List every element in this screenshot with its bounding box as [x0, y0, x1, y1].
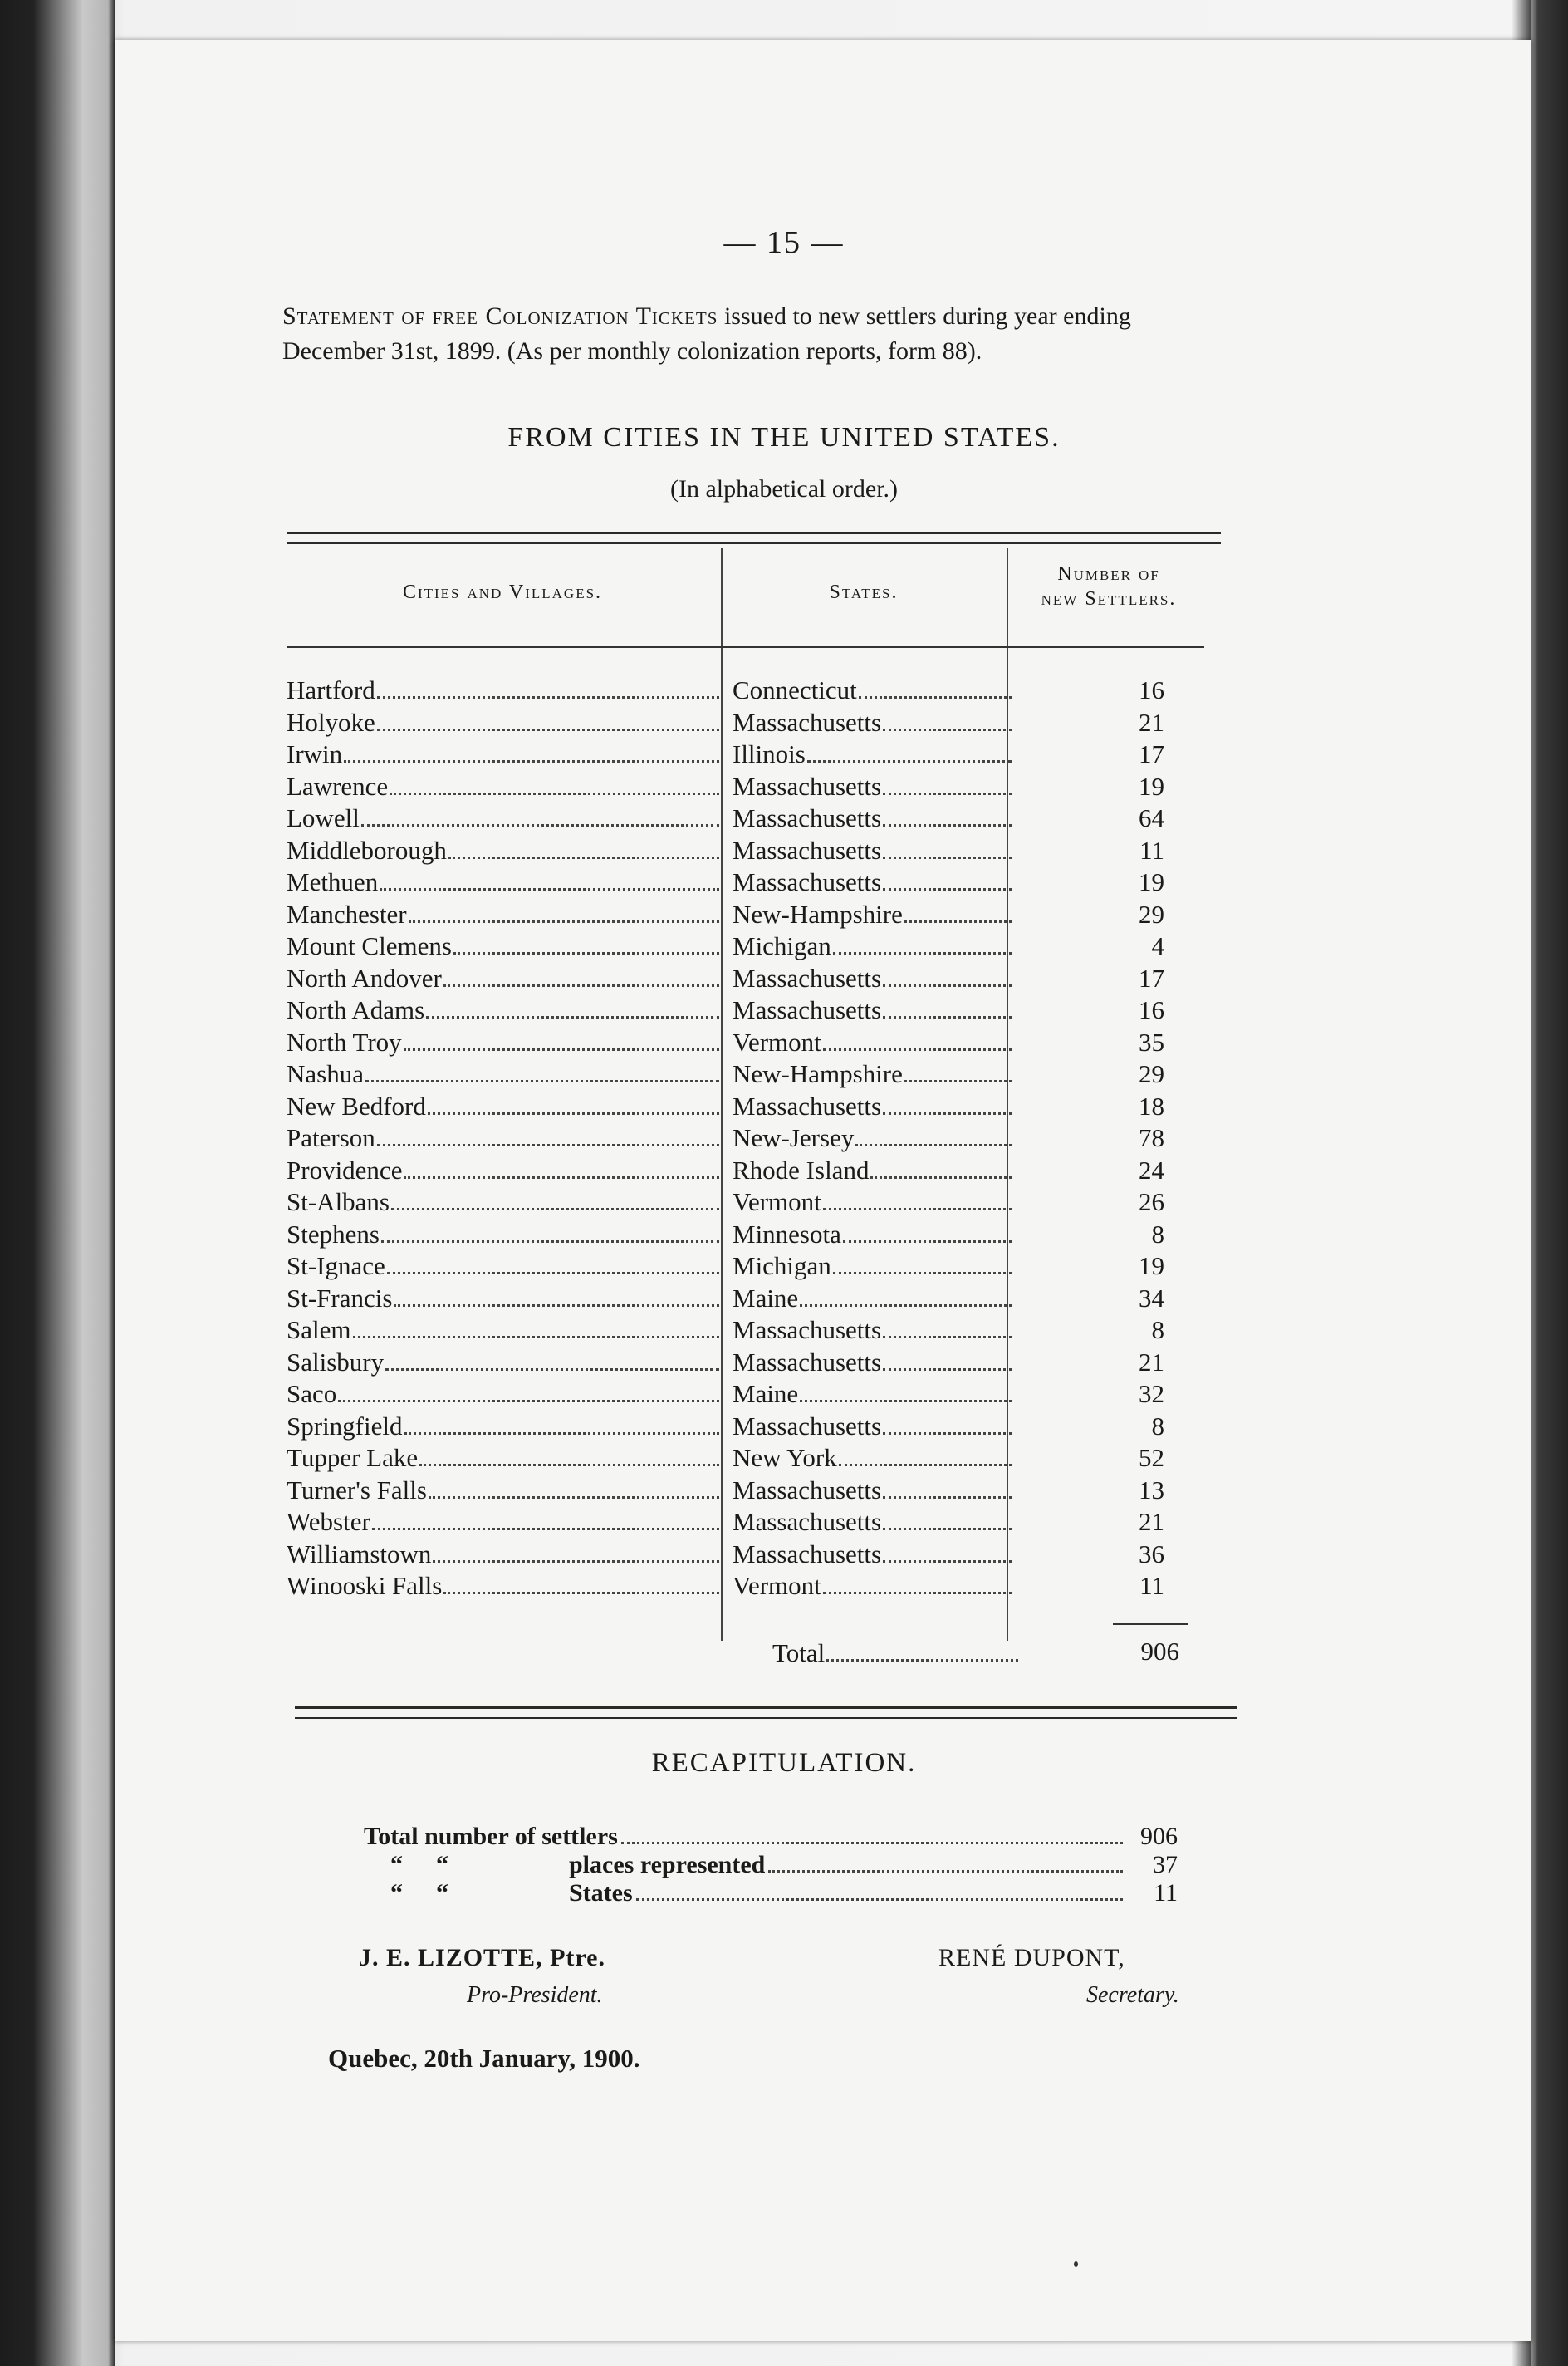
city-cell: [287, 707, 723, 739]
city-cell: [287, 1475, 723, 1507]
total-row-label: [772, 1638, 1022, 1668]
settler-count: 36: [1139, 1539, 1164, 1568]
state-cell: [723, 1091, 1015, 1123]
header-cities: Cities and Villages.: [402, 582, 603, 603]
city-cell: [287, 1539, 723, 1571]
state-name: Massachusetts: [733, 1411, 882, 1441]
state-cell: [723, 930, 1015, 963]
state-name: Massachusetts: [733, 963, 882, 993]
city-name: Stephens: [287, 1219, 380, 1249]
state-name: Massachusetts: [733, 1091, 882, 1121]
city-name: Salem: [287, 1315, 351, 1344]
state-cell: [723, 1570, 1015, 1603]
state-name: Vermont: [733, 1187, 821, 1216]
state-cell: [723, 1027, 1015, 1059]
settler-count: 16: [1139, 995, 1164, 1024]
city-cell: [287, 1155, 723, 1187]
table-row: [287, 1027, 1173, 1059]
city-cell: [287, 1570, 723, 1603]
city-name: Holyoke: [287, 707, 375, 737]
recap-label-places: places represented: [569, 1851, 766, 1878]
city-cell: [287, 1186, 723, 1219]
settler-count: 78: [1139, 1123, 1164, 1152]
state-name: Massachusetts: [733, 1315, 882, 1344]
table-row: [287, 1122, 1173, 1155]
header-bottom-rule: [287, 646, 1204, 648]
settler-count: 17: [1139, 739, 1164, 768]
signature-left-title: Pro-President.: [467, 1982, 603, 2008]
city-name: Hartford: [287, 675, 375, 704]
city-name: Paterson: [287, 1123, 375, 1152]
state-cell: [723, 1186, 1015, 1219]
state-name: Massachusetts: [733, 803, 882, 832]
settler-count: 19: [1139, 771, 1164, 801]
city-cell: [287, 771, 723, 803]
print-speck: [1074, 2261, 1078, 2267]
settler-count: 64: [1139, 803, 1164, 832]
city-name: Winooski Falls: [287, 1571, 443, 1600]
section-heading: FROM CITIES IN THE UNITED STATES.: [507, 422, 1061, 453]
city-cell: [287, 1091, 723, 1123]
city-cell: [287, 1027, 723, 1059]
settler-count: 26: [1139, 1187, 1164, 1216]
state-cell: [723, 835, 1015, 867]
state-cell: [723, 963, 1015, 995]
state-cell: [723, 866, 1015, 899]
table-row: [287, 1250, 1173, 1283]
city-cell: [287, 963, 723, 995]
total-value: 906: [1140, 1637, 1179, 1666]
state-name: Michigan: [733, 1251, 831, 1280]
table-row: [287, 1283, 1173, 1315]
table-row: [287, 1539, 1173, 1571]
city-cell: [287, 803, 723, 835]
city-cell: [287, 1250, 723, 1283]
settler-count: 18: [1139, 1091, 1164, 1121]
city-cell: [287, 994, 723, 1027]
settler-count: 35: [1139, 1027, 1164, 1057]
settler-count: 21: [1139, 707, 1164, 737]
table-row: [287, 1347, 1173, 1379]
state-cell: [723, 1122, 1015, 1155]
state-name: Maine: [733, 1283, 799, 1313]
city-cell: [287, 835, 723, 867]
section-subheading: (In alphabetical order.): [669, 475, 899, 503]
city-cell: [287, 866, 723, 899]
settler-count: 16: [1139, 675, 1164, 704]
table-row: [287, 771, 1173, 803]
table-row: [287, 1475, 1173, 1507]
signature-right-name: RENÉ DUPONT,: [938, 1944, 1125, 1971]
state-name: Massachusetts: [733, 1475, 882, 1505]
city-cell: [287, 1442, 723, 1475]
ditto-mark: “: [390, 1851, 403, 1878]
settler-count: 4: [1151, 931, 1164, 960]
table-row: [287, 866, 1173, 899]
table-row: [287, 1411, 1173, 1443]
table-row: [287, 1186, 1173, 1219]
state-cell: [723, 675, 1015, 707]
state-name: Massachusetts: [733, 995, 882, 1024]
city-name: Manchester: [287, 899, 407, 929]
city-name: Springfield: [287, 1411, 403, 1441]
book-spine-edge: [0, 0, 115, 2366]
settlers-table-body: [287, 675, 1173, 1603]
recap-value-settlers: 906: [1140, 1823, 1178, 1850]
state-name: Massachusetts: [733, 1347, 882, 1377]
city-cell: [287, 1378, 723, 1411]
state-name: New-Hampshire: [733, 899, 903, 929]
state-name: Massachusetts: [733, 1507, 882, 1536]
state-cell: [723, 1539, 1015, 1571]
city-cell: [287, 899, 723, 931]
header-states: States.: [829, 582, 899, 603]
settler-count: 13: [1139, 1475, 1164, 1505]
city-name: New Bedford: [287, 1091, 426, 1121]
settler-count: 34: [1139, 1283, 1164, 1313]
city-name: Turner's Falls: [287, 1475, 427, 1505]
recap-label-states: States: [569, 1879, 633, 1907]
city-name: Mount Clemens: [287, 931, 452, 960]
table-row: [287, 803, 1173, 835]
table-row: [287, 1219, 1173, 1251]
table-row: [287, 1058, 1173, 1091]
city-name: Saco: [287, 1379, 337, 1408]
settler-count: 8: [1151, 1219, 1164, 1249]
total-label: Total: [772, 1638, 826, 1667]
settler-count: 19: [1139, 867, 1164, 896]
city-name: Lawrence: [287, 771, 389, 801]
ditto-mark: “: [390, 1879, 403, 1907]
city-name: Nashua: [287, 1059, 364, 1088]
total-sum-rule: [1113, 1623, 1188, 1625]
state-cell: [723, 1411, 1015, 1443]
table-row: [287, 1314, 1173, 1347]
date-line: Quebec, 20th January, 1900.: [328, 2044, 640, 2073]
city-cell: [287, 739, 723, 771]
header-number-line2: new Settlers.: [1041, 588, 1177, 610]
settler-count: 29: [1139, 1059, 1164, 1088]
state-cell: [723, 1442, 1015, 1475]
state-name: Massachusetts: [733, 835, 882, 865]
state-name: Rhode Island: [733, 1155, 870, 1185]
city-cell: [287, 675, 723, 707]
table-row: [287, 1091, 1173, 1123]
table-row: [287, 1570, 1173, 1603]
state-cell: [723, 1506, 1015, 1539]
city-cell: [287, 1411, 723, 1443]
signature-left-name: J. E. LIZOTTE, Ptre.: [359, 1944, 605, 1971]
table-row: [287, 1155, 1173, 1187]
city-cell: [287, 1122, 723, 1155]
city-name: Salisbury: [287, 1347, 385, 1377]
state-cell: [723, 994, 1015, 1027]
recap-value-states: 11: [1154, 1879, 1178, 1907]
state-cell: [723, 1058, 1015, 1091]
recapitulation-title: RECAPITULATION.: [651, 1748, 917, 1778]
state-cell: [723, 1314, 1015, 1347]
city-name: Webster: [287, 1507, 370, 1536]
city-name: Providence: [287, 1155, 403, 1185]
city-name: North Adams: [287, 995, 425, 1024]
settler-count: 17: [1139, 963, 1164, 993]
state-name: Vermont: [733, 1027, 821, 1057]
table-row: [287, 1378, 1173, 1411]
city-name: Tupper Lake: [287, 1443, 419, 1472]
state-name: Massachusetts: [733, 707, 882, 737]
settlers-table: [287, 675, 1173, 1603]
table-row: [287, 675, 1173, 707]
city-cell: [287, 1283, 723, 1315]
state-cell: [723, 1155, 1015, 1187]
city-name: North Troy: [287, 1027, 402, 1057]
table-row: [287, 1442, 1173, 1475]
ditto-mark: “: [436, 1879, 448, 1907]
city-cell: [287, 930, 723, 963]
recap-value-places: 37: [1153, 1851, 1178, 1878]
state-cell: [723, 1347, 1015, 1379]
state-name: Maine: [733, 1379, 799, 1408]
statement-caps: Statement of free Colonization Tickets: [282, 302, 718, 330]
settler-count: 11: [1139, 835, 1164, 865]
page-number: — 15 —: [723, 225, 845, 260]
statement-text: issued to new settlers during year ending December 31st, 1899. (As per monthly colonization reports, form 88).: [282, 302, 1131, 365]
state-name: New-Jersey: [733, 1123, 855, 1152]
state-name: New York: [733, 1443, 837, 1472]
city-cell: [287, 1347, 723, 1379]
settler-count: 21: [1139, 1347, 1164, 1377]
settler-count: 8: [1151, 1315, 1164, 1344]
recap-line-settlers: [364, 1823, 1178, 1851]
settler-count: 19: [1139, 1251, 1164, 1280]
city-name: St-Ignace: [287, 1251, 385, 1280]
state-name: Massachusetts: [733, 1539, 882, 1568]
table-row: [287, 739, 1173, 771]
state-cell: [723, 1378, 1015, 1411]
state-cell: [723, 707, 1015, 739]
settler-count: 29: [1139, 899, 1164, 929]
book-right-edge: [1531, 0, 1568, 2366]
state-name: Michigan: [733, 931, 831, 960]
table-row: [287, 1506, 1173, 1539]
table-row: [287, 707, 1173, 739]
state-cell: [723, 1475, 1015, 1507]
city-name: Williamstown: [287, 1539, 432, 1568]
table-top-rule: [287, 532, 1221, 544]
state-name: Massachusetts: [733, 867, 882, 896]
state-name: Vermont: [733, 1571, 821, 1600]
state-cell: [723, 899, 1015, 931]
state-name: Connecticut: [733, 675, 857, 704]
state-name: Minnesota: [733, 1219, 841, 1249]
table-row: [287, 963, 1173, 995]
city-cell: [287, 1506, 723, 1539]
recap-line-states: [390, 1879, 1178, 1907]
state-cell: [723, 1219, 1015, 1251]
header-number-line1: Number of: [1057, 563, 1160, 585]
city-name: St-Albans: [287, 1187, 390, 1216]
city-cell: [287, 1314, 723, 1347]
state-cell: [723, 1250, 1015, 1283]
state-cell: [723, 1283, 1015, 1315]
settler-count: 11: [1139, 1571, 1164, 1600]
header-number: [1009, 562, 1208, 611]
city-name: St-Francis: [287, 1283, 393, 1313]
recap-line-places: [390, 1851, 1178, 1879]
settler-count: 32: [1139, 1379, 1164, 1408]
state-name: Illinois: [733, 739, 806, 768]
signature-right-title: Secretary.: [1086, 1982, 1179, 2008]
city-name: Methuen: [287, 867, 379, 896]
state-name: Massachusetts: [733, 771, 882, 801]
table-bottom-rule: [295, 1706, 1237, 1719]
statement-paragraph: [282, 299, 1229, 369]
city-name: Lowell: [287, 803, 360, 832]
table-row: [287, 930, 1173, 963]
recap-label-settlers: Total number of settlers: [364, 1823, 618, 1850]
city-cell: [287, 1058, 723, 1091]
settler-count: 21: [1139, 1507, 1164, 1536]
table-row: [287, 899, 1173, 931]
state-cell: [723, 803, 1015, 835]
city-name: North Andover: [287, 963, 442, 993]
settler-count: 8: [1151, 1411, 1164, 1441]
state-cell: [723, 739, 1015, 771]
ditto-mark: “: [436, 1851, 448, 1878]
settler-count: 24: [1139, 1155, 1164, 1185]
settler-count: 52: [1139, 1443, 1164, 1472]
table-row: [287, 835, 1173, 867]
city-name: Irwin: [287, 739, 343, 768]
table-row: [287, 994, 1173, 1027]
city-name: Middleborough: [287, 835, 447, 865]
city-cell: [287, 1219, 723, 1251]
state-cell: [723, 771, 1015, 803]
state-name: New-Hampshire: [733, 1059, 903, 1088]
